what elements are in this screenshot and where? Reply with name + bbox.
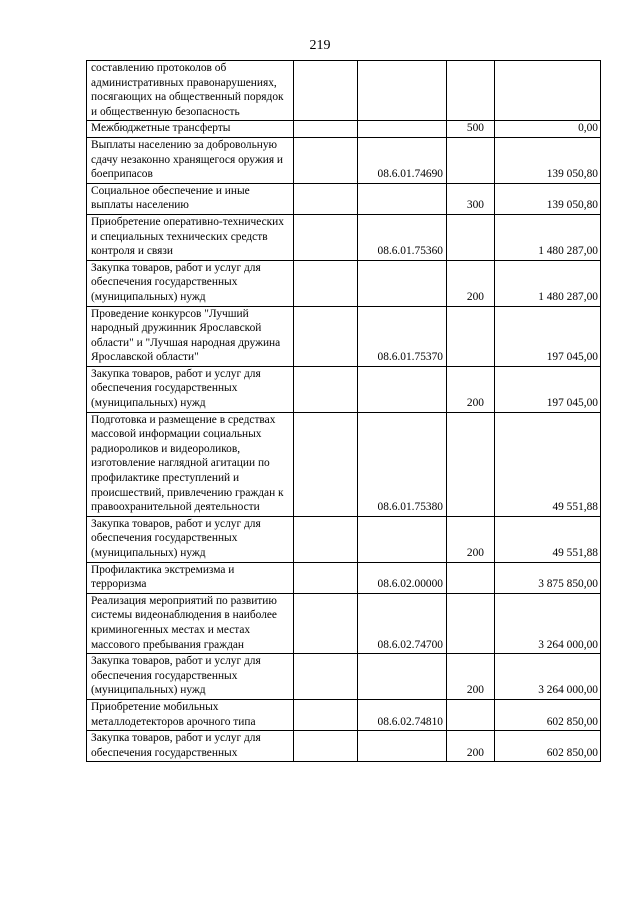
row-name-cell: Закупка товаров, работ и услуг для обеспечения государственных (87, 731, 294, 762)
row-empty-cell (294, 366, 358, 412)
table-row (87, 306, 601, 366)
row-amount-cell: 139 050,80 (495, 137, 601, 183)
row-empty-cell (294, 654, 358, 700)
row-code-cell: 08.6.02.00000 (358, 562, 447, 593)
row-amount-cell: 3 875 850,00 (495, 562, 601, 593)
row-amount-cell: 49 551,88 (495, 516, 601, 562)
row-amount-cell: 1 480 287,00 (495, 214, 601, 260)
table-row (87, 654, 601, 700)
row-amount-cell: 602 850,00 (495, 731, 601, 762)
row-code-cell (358, 731, 447, 762)
row-empty-cell (294, 306, 358, 366)
row-code-cell: 08.6.01.75360 (358, 214, 447, 260)
row-expense-type-cell (447, 699, 495, 730)
row-empty-cell (294, 593, 358, 653)
row-code-cell (358, 654, 447, 700)
row-amount-cell: 197 045,00 (495, 306, 601, 366)
row-code-cell (358, 366, 447, 412)
table-row (87, 731, 601, 762)
row-name-cell: Закупка товаров, работ и услуг для обеспечения государственных (муниципальных) нужд (87, 516, 294, 562)
row-name-cell: Межбюджетные трансферты (87, 121, 294, 138)
row-name-cell: составлению протоколов об административных правонарушениях, посягающих на общественный порядок и общественную безопасность (87, 61, 294, 121)
row-amount-cell: 1 480 287,00 (495, 260, 601, 306)
row-expense-type-cell: 200 (447, 366, 495, 412)
row-name-cell: Приобретение оперативно-технических и специальных технических средств контроля и связи (87, 214, 294, 260)
row-expense-type-cell: 200 (447, 731, 495, 762)
row-expense-type-cell (447, 137, 495, 183)
row-expense-type-cell: 200 (447, 654, 495, 700)
row-expense-type-cell: 200 (447, 260, 495, 306)
row-expense-type-cell (447, 306, 495, 366)
row-expense-type-cell (447, 61, 495, 121)
row-name-cell: Приобретение мобильных металлодетекторов арочного типа (87, 699, 294, 730)
budget-table-body (87, 61, 601, 762)
row-amount-cell: 49 551,88 (495, 412, 601, 516)
table-row (87, 562, 601, 593)
row-name-cell: Закупка товаров, работ и услуг для обеспечения государственных (муниципальных) нужд (87, 366, 294, 412)
table-row (87, 412, 601, 516)
row-empty-cell (294, 562, 358, 593)
row-name-cell: Проведение конкурсов "Лучший народный дружинник Ярославской области" и "Лучшая народная дружина Ярославской области" (87, 306, 294, 366)
row-expense-type-cell (447, 562, 495, 593)
table-row (87, 593, 601, 653)
row-code-cell (358, 61, 447, 121)
row-code-cell: 08.6.02.74810 (358, 699, 447, 730)
row-code-cell: 08.6.01.75370 (358, 306, 447, 366)
row-name-cell: Профилактика экстремизма и терроризма (87, 562, 294, 593)
row-empty-cell (294, 516, 358, 562)
row-amount-cell: 0,00 (495, 121, 601, 138)
row-name-cell: Закупка товаров, работ и услуг для обеспечения государственных (муниципальных) нужд (87, 260, 294, 306)
row-amount-cell: 602 850,00 (495, 699, 601, 730)
row-amount-cell: 139 050,80 (495, 183, 601, 214)
row-code-cell: 08.6.01.74690 (358, 137, 447, 183)
row-name-cell: Выплаты населению за добровольную сдачу незаконно хранящегося оружия и боеприпасов (87, 137, 294, 183)
row-amount-cell (495, 61, 601, 121)
row-empty-cell (294, 61, 358, 121)
row-expense-type-cell (447, 593, 495, 653)
row-code-cell (358, 516, 447, 562)
budget-table (86, 60, 601, 762)
row-amount-cell: 3 264 000,00 (495, 654, 601, 700)
row-empty-cell (294, 731, 358, 762)
table-row (87, 214, 601, 260)
row-code-cell (358, 260, 447, 306)
table-row (87, 366, 601, 412)
table-row (87, 183, 601, 214)
row-code-cell (358, 121, 447, 138)
row-expense-type-cell: 500 (447, 121, 495, 138)
row-empty-cell (294, 183, 358, 214)
row-empty-cell (294, 137, 358, 183)
table-row (87, 516, 601, 562)
row-code-cell: 08.6.01.75380 (358, 412, 447, 516)
row-expense-type-cell: 300 (447, 183, 495, 214)
table-row (87, 699, 601, 730)
row-name-cell: Закупка товаров, работ и услуг для обеспечения государственных (муниципальных) нужд (87, 654, 294, 700)
table-row (87, 137, 601, 183)
row-expense-type-cell: 200 (447, 516, 495, 562)
row-name-cell: Подготовка и размещение в средствах массовой информации социальных радиороликов и видеороликов, изготовление наглядной агитации по профилактике преступлений и происшествий, привлечению граждан к правоохранительной деятельности (87, 412, 294, 516)
row-name-cell: Реализация мероприятий по развитию системы видеонаблюдения в наиболее криминогенных местах и местах массового пребывания граждан (87, 593, 294, 653)
row-amount-cell: 197 045,00 (495, 366, 601, 412)
page-number: 219 (309, 38, 331, 53)
row-code-cell (358, 183, 447, 214)
row-empty-cell (294, 699, 358, 730)
row-empty-cell (294, 214, 358, 260)
row-empty-cell (294, 121, 358, 138)
row-name-cell: Социальное обеспечение и иные выплаты населению (87, 183, 294, 214)
table-row (87, 260, 601, 306)
row-empty-cell (294, 260, 358, 306)
row-amount-cell: 3 264 000,00 (495, 593, 601, 653)
table-row (87, 121, 601, 138)
row-expense-type-cell (447, 214, 495, 260)
row-code-cell: 08.6.02.74700 (358, 593, 447, 653)
row-empty-cell (294, 412, 358, 516)
table-row (87, 61, 601, 121)
row-expense-type-cell (447, 412, 495, 516)
